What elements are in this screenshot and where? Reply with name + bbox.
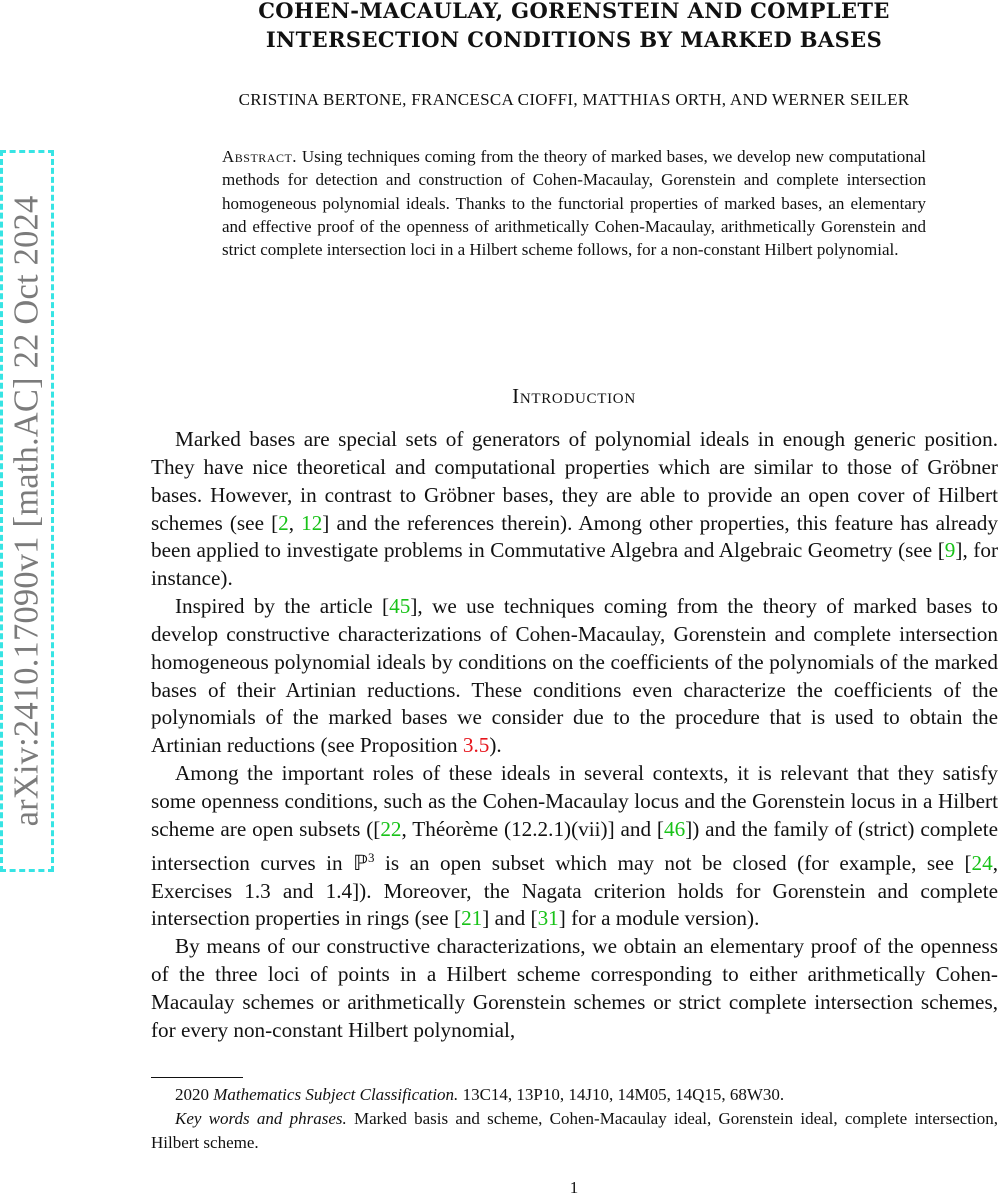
page-number: 1 xyxy=(569,1178,579,1197)
citation-link[interactable]: 2 xyxy=(278,510,289,535)
introduction-body xyxy=(151,426,998,1045)
arxiv-stamp[interactable]: arXiv:2410.17090v1 [math.AC] 22 Oct 2024 xyxy=(7,195,46,827)
projective-space-symbol: ℙ xyxy=(353,850,368,875)
citation-link[interactable]: 46 xyxy=(664,816,686,841)
footnote-keywords: Key words and phrases. Marked basis and scheme, Cohen-Macaulay ideal, Gorenstein ideal, complete intersection, Hilbert scheme. xyxy=(151,1109,998,1152)
paper-title xyxy=(150,0,998,54)
citation-link[interactable]: 31 xyxy=(537,906,559,931)
footnote-rule xyxy=(151,1077,243,1078)
footnote-msc: 2020 Mathematics Subject Classification. 13C14, 13P10, 14J10, 14M05, 14Q15, 68W30. xyxy=(175,1085,785,1104)
citation-link[interactable]: 24 xyxy=(971,850,993,875)
author-list: CRISTINA BERTONE, FRANCESCA CIOFFI, MATTHIAS ORTH, AND WERNER SEILER xyxy=(238,90,910,109)
abstract-label: Abstract. xyxy=(222,147,298,166)
paragraph: Among the important roles of these ideals in several contexts, it is relevant that they satisfy some openness conditions, such as the Cohen-Macaulay locus and the Gorenstein locus in a Hilbert scheme are open subsets ([22, Théorème (12.2.1)(vii)] and [46]) and the family of (strict) complete intersection curves in ℙ$^3$ is an open subset which may not be closed (for example, see [24, Exercises 1.3 and 1.4]). Moreover, the Nagata criterion holds for Gorenstein and complete intersection properties in rings (see [21] and [31] for a module version). xyxy=(151,761,998,931)
title-line-1: COHEN-MACAULAY, GORENSTEIN AND COMPLETE xyxy=(258,0,890,23)
paragraph: Marked bases are special sets of generators of polynomial ideals in enough generic position. They have nice theoretical and computational properties which are similar to those of Gröbner bases. However, in contrast to Gröbner bases, they are able to provide an open cover of Hilbert schemes (see [2, 12] and the references therein). Among other properties, this feature has already been applied to investigate problems in Commutative Algebra and Algebraic Geometry (see [9], for instance). xyxy=(151,427,998,591)
citation-link[interactable]: 45 xyxy=(389,594,411,619)
abstract xyxy=(222,145,926,261)
superscript: 3 xyxy=(367,849,375,865)
citation-link[interactable]: 21 xyxy=(461,906,483,931)
abstract-text: Using techniques coming from the theory of marked bases, we develop new computational methods for detection and construction of Cohen-Macaulay, Gorenstein and complete intersection homogeneous polynomial ideals. Thanks to the functorial properties of marked bases, an elementary and effective proof of the openness of arithmetically Cohen-Macaulay, arithmetically Gorenstein and strict complete intersection loci in a Hilbert scheme follows, for a non-constant Hilbert polynomial. xyxy=(222,147,927,260)
paragraph: By means of our constructive characterizations, we obtain an elementary proof of the openness of the three loci of points in a Hilbert scheme corresponding to either arithmetically Cohen-Macaulay schemes or arithmetically Gorenstein schemes or strict complete intersection schemes, for every non-constant Hilbert polynomial, xyxy=(151,934,998,1042)
citation-link[interactable]: 12 xyxy=(301,510,323,535)
reference-link[interactable]: 3.5 xyxy=(462,733,490,758)
citation-link[interactable]: 9 xyxy=(944,538,956,563)
footnotes xyxy=(151,1083,998,1155)
section-heading-introduction: Introduction xyxy=(512,384,636,408)
citation-link[interactable]: 22 xyxy=(380,816,402,841)
title-line-2: INTERSECTION CONDITIONS BY MARKED BASES xyxy=(265,27,883,52)
paragraph: Inspired by the article [45], we use techniques coming from the theory of marked bases to develop constructive characterizations of Cohen-Macaulay, Gorenstein and complete intersection homogeneous polynomial ideals by conditions on the coefficients of the polynomials of the marked bases of their Artinian reductions. These conditions even characterize the coefficients of the polynomials of the marked bases we consider due to the procedure that is used to obtain the Artinian reductions (see Proposition 3.5). xyxy=(151,594,999,758)
